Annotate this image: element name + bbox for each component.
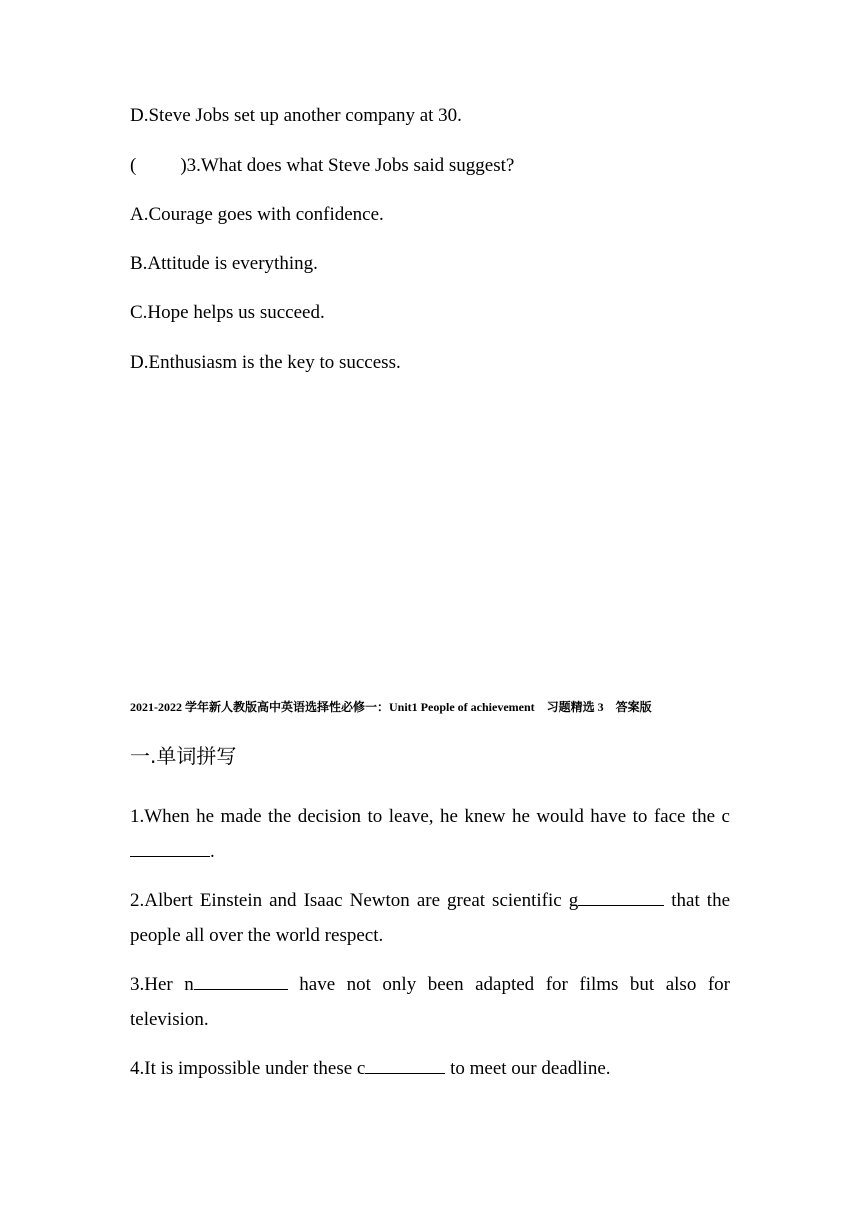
answer-paren: ( [130, 155, 137, 176]
spelling-item-1: 1.When he made the decision to leave, he knew he would have to face the c. [130, 806, 730, 862]
answer-blank [194, 971, 288, 990]
answer-blank [578, 887, 664, 906]
option-d: D.Enthusiasm is the key to success. [130, 352, 401, 373]
answer-header: 2021-2022 学年新人教版高中英语选择性必修一：Unit1 People of achievement 习题精选 3 答案版 [130, 700, 652, 714]
spelling-item-4: 4.It is impossible under these c to meet our deadline. [130, 1051, 730, 1086]
spelling-item-2: 2.Albert Einstein and Isaac Newton are great scientific g that the people all over the world respect. [130, 883, 730, 953]
question-3-text: )3.What does what Steve Jobs said suggest? [180, 155, 515, 176]
option-c: C.Hope helps us succeed. [130, 302, 325, 323]
section-title: 一.单词拼写 [130, 744, 237, 768]
question-3-stem [130, 155, 730, 177]
option-a: A.Courage goes with confidence. [130, 204, 384, 225]
answer-blank [365, 1055, 445, 1074]
spelling-item-3: 3.Her n have not only been adapted for films but also for television. [130, 967, 730, 1037]
option-b: B.Attitude is everything. [130, 253, 318, 274]
answer-blank [130, 838, 210, 857]
option-d-prev: D.Steve Jobs set up another company at 30. [130, 105, 462, 126]
